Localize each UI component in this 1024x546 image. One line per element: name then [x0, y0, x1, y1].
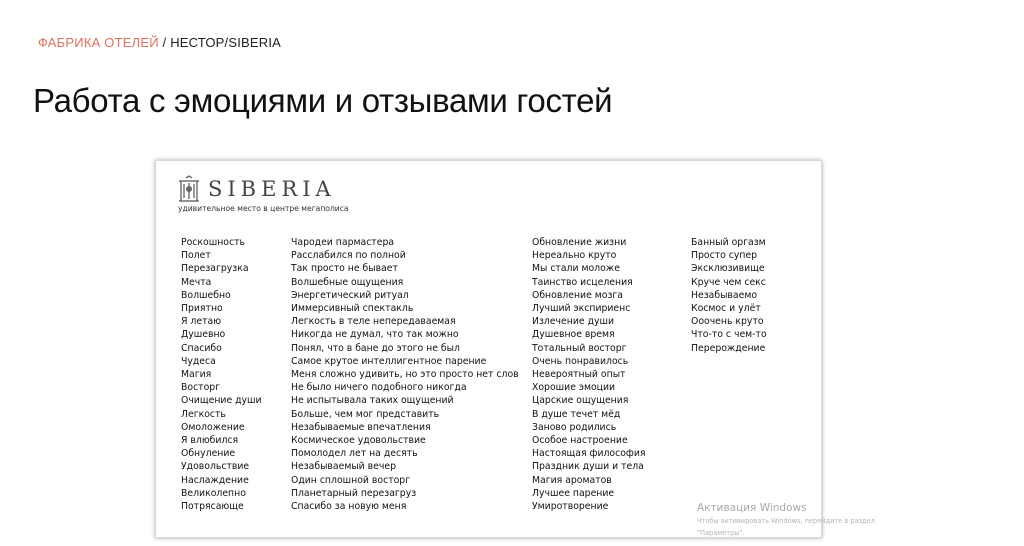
list-item: Чародеи пармастера: [291, 237, 395, 248]
siberia-logo: [176, 173, 396, 217]
list-item: Незабываемый вечер: [291, 461, 396, 473]
logo-tagline: удивительное место в центре мегаполиса: [178, 204, 349, 213]
list-item: Восторг: [181, 382, 221, 394]
list-item: Невероятный опыт: [532, 369, 626, 381]
list-item: Планетарный перезагруз: [291, 487, 417, 499]
list-item: Наслаждение: [181, 474, 249, 486]
list-item: Эксклюзивище: [691, 263, 765, 275]
list-item: Умиротворение: [532, 501, 609, 513]
phrases-column-4: [691, 236, 767, 355]
list-item: Особое настроение: [532, 435, 628, 447]
list-item: Очищение души: [181, 395, 262, 407]
list-item: Обновление мозга: [532, 289, 623, 301]
list-item: Я влюбился: [181, 435, 239, 447]
list-item: Полет: [181, 250, 211, 262]
list-item: Чудеса: [181, 355, 216, 367]
list-item: Самое крутое интеллигентное парение: [291, 355, 487, 367]
list-item: Тотальный восторг: [532, 342, 627, 354]
list-item: Незабываемые впечатления: [291, 421, 431, 433]
list-item: Ооочень круто: [691, 316, 764, 328]
list-item: Меня сложно удивить, но это просто нет слов: [291, 369, 519, 381]
list-item: Лучшее парение: [532, 487, 615, 499]
list-item: Удовольствие: [181, 461, 250, 473]
list-item: Очень понравилось: [532, 355, 629, 367]
words-column-1: [181, 236, 262, 513]
list-item: Роскошность: [181, 237, 245, 248]
list-item: Банный оргазм: [691, 237, 766, 248]
emotions-card: [155, 160, 875, 538]
list-item: Круче чем секс: [691, 276, 766, 288]
watermark-line-1: Чтобы активировать Windows, перейдите в раздел: [697, 517, 875, 525]
breadcrumb-project: НЕСТОР/SIBERIA: [170, 35, 282, 50]
list-item: Перезагрузка: [181, 263, 249, 275]
list-item: Обнуление: [181, 448, 236, 460]
list-item: Так просто не бывает: [291, 263, 398, 275]
list-item: Расслабился по полной: [291, 250, 406, 262]
list-item: Лучший экспириенс: [532, 303, 631, 315]
list-item: Волшебно: [181, 289, 231, 301]
list-item: Перерождение: [691, 342, 766, 354]
list-item: Спасибо за новую меня: [291, 501, 407, 513]
list-item: Больше, чем мог представить: [291, 408, 440, 420]
list-item: Никогда не думал, что так можно: [291, 329, 459, 341]
list-item: Магия ароматов: [532, 474, 612, 486]
list-item: Незабываемо: [691, 289, 758, 301]
list-item: Один сплошной восторг: [291, 474, 411, 486]
list-item: Космос и улёт: [691, 303, 761, 315]
list-item: Душевно: [181, 329, 226, 341]
list-item: Легкость в теле непередаваемая: [291, 316, 456, 328]
phrases-column-2: [291, 236, 519, 513]
list-item: Нереально круто: [532, 250, 617, 262]
windows-activation-watermark: [697, 502, 875, 538]
list-item: Магия: [181, 369, 212, 381]
crest-icon: [176, 175, 202, 205]
list-item: Не было ничего подобного никогда: [291, 382, 467, 394]
list-item: Душевное время: [532, 329, 615, 341]
watermark-title: Активация Windows: [697, 502, 807, 514]
list-item: Царские ощущения: [532, 395, 629, 407]
list-item: Приятно: [181, 303, 223, 315]
list-item: Потрясающе: [181, 501, 244, 513]
list-item: Легкость: [181, 408, 226, 420]
list-item: Волшебные ощущения: [291, 276, 404, 288]
list-item: Иммерсивный спектакль: [291, 303, 414, 315]
list-item: Омоложение: [181, 421, 245, 433]
phrases-column-3: [532, 236, 646, 513]
list-item: В душе течет мёд: [532, 408, 621, 420]
list-item: Помолодел лет на десять: [291, 448, 418, 460]
list-item: Обновление жизни: [532, 237, 627, 248]
list-item: Таинство исцеления: [532, 276, 633, 288]
list-item: Излечение души: [532, 316, 615, 328]
list-item: Настоящая философия: [532, 448, 646, 460]
list-item: Спасибо: [181, 342, 222, 354]
page-title: Работа с эмоциями и отзывами гостей: [33, 82, 613, 119]
breadcrumb: [38, 35, 281, 50]
list-item: Что-то с чем-то: [691, 329, 767, 341]
breadcrumb-brand: ФАБРИКА ОТЕЛЕЙ: [38, 35, 159, 50]
list-item: Понял, что в бане до этого не был: [291, 342, 460, 354]
list-item: Великолепно: [181, 487, 246, 499]
list-item: Праздник души и тела: [532, 461, 644, 473]
list-item: Заново родились: [532, 421, 617, 433]
list-item: Просто супер: [691, 250, 758, 262]
list-item: Мы стали моложе: [532, 263, 620, 275]
breadcrumb-separator: /: [158, 35, 171, 50]
list-item: Не испытывала таких ощущений: [291, 395, 454, 407]
logo-wordmark: SIBERIA: [208, 177, 336, 201]
list-item: Космическое удовольствие: [291, 435, 426, 447]
list-item: Энергетический ритуал: [291, 289, 409, 301]
watermark-line-2: "Параметры".: [697, 529, 745, 537]
list-item: Хорошие эмоции: [532, 382, 616, 394]
list-item: Мечта: [181, 276, 212, 288]
list-item: Я летаю: [181, 316, 222, 328]
